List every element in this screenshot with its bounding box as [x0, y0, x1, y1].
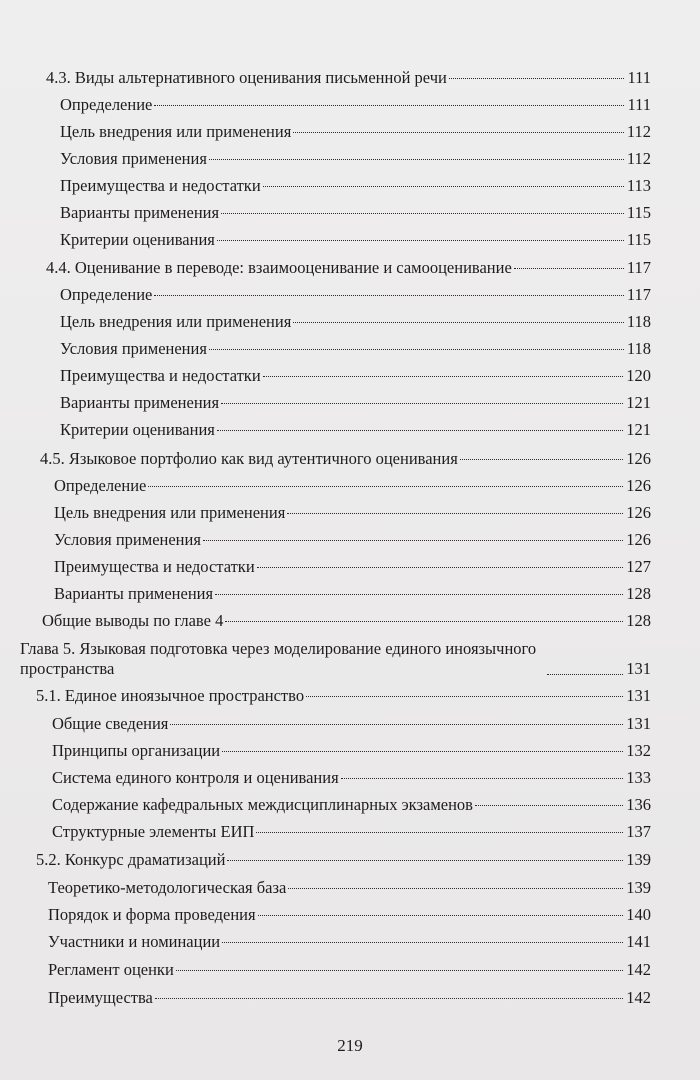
- toc-entry-title: Содержание кафедральных междисциплинарных экзаменов: [52, 795, 473, 814]
- toc-entry: [60, 420, 651, 440]
- toc-entry: [52, 822, 651, 842]
- toc-entry-page: 127: [626, 557, 651, 576]
- toc-entry-title: 4.3. Виды альтернативного оценивания письменной речи: [46, 68, 447, 87]
- toc-entry-page: 128: [626, 584, 651, 603]
- toc-entry-page: 117: [626, 258, 651, 277]
- toc-entry: [54, 476, 651, 496]
- toc-entry: [60, 95, 651, 115]
- toc-entry: [60, 203, 651, 223]
- toc-entry-title: Цель внедрения или применения: [60, 122, 292, 141]
- toc-entry-page: 126: [626, 476, 651, 495]
- dot-leader: [475, 805, 623, 806]
- dot-leader: [287, 513, 623, 514]
- dot-leader: [449, 78, 625, 79]
- toc-entry-page: 131: [626, 659, 651, 678]
- toc-entry-page: 131: [626, 686, 651, 705]
- dot-leader: [263, 186, 624, 187]
- toc-entry-title: Теоретико-методологическая база: [48, 878, 287, 897]
- toc-entry-title: Преимущества и недостатки: [60, 176, 261, 195]
- dot-leader: [460, 459, 623, 460]
- toc-entry: [60, 366, 651, 386]
- toc-entry: [40, 449, 651, 469]
- toc-entry-page: 126: [626, 530, 651, 549]
- dot-leader: [209, 159, 624, 160]
- toc-entry-title: Глава 5. Языковая подготовка через моделирование единого иноязычного пространства: [20, 639, 537, 678]
- toc-entry-title: 5.1. Единое иноязычное пространство: [36, 686, 305, 705]
- toc-entry: [60, 230, 651, 250]
- toc-entry-title: Преимущества и недостатки: [54, 557, 255, 576]
- toc-entry: [60, 285, 651, 305]
- toc-entry: [48, 878, 651, 898]
- toc-entry: [46, 258, 651, 278]
- dot-leader: [154, 295, 623, 296]
- dot-leader: [221, 403, 623, 404]
- dot-leader: [203, 540, 623, 541]
- toc-entry: [60, 176, 651, 196]
- toc-entry: [36, 686, 651, 706]
- toc-entry-title: Варианты применения: [60, 203, 220, 222]
- dot-leader: [258, 915, 624, 916]
- dot-leader: [148, 486, 623, 487]
- toc-entry-title: Система единого контроля и оценивания: [52, 768, 339, 787]
- dot-leader: [176, 970, 623, 971]
- dot-leader: [341, 778, 624, 779]
- dot-leader: [215, 594, 623, 595]
- dot-leader: [514, 268, 624, 269]
- toc-entry-page: 120: [626, 366, 651, 385]
- toc-entry-page: 115: [626, 203, 651, 222]
- dot-leader: [170, 724, 623, 725]
- dot-leader: [217, 240, 624, 241]
- toc-entry-page: 132: [626, 741, 651, 760]
- toc-entry-title: Участники и номинации: [48, 932, 221, 951]
- toc-entry: [42, 611, 651, 631]
- toc-entry: [36, 850, 651, 870]
- dot-leader: [293, 132, 624, 133]
- dot-leader: [263, 376, 624, 377]
- toc-entry-title: Преимущества и недостатки: [60, 366, 261, 385]
- toc-entry-title: Определение: [54, 476, 147, 495]
- toc-entry-page: 112: [626, 122, 651, 141]
- toc-entry-title: Определение: [60, 95, 153, 114]
- toc-entry-page: 136: [626, 795, 651, 814]
- toc-entry: [60, 122, 651, 142]
- dot-leader: [257, 567, 624, 568]
- toc-entry: [52, 741, 651, 761]
- toc-entry-title: Условия применения: [54, 530, 201, 549]
- toc-entry-page: 118: [626, 312, 651, 331]
- toc-entry-title: Определение: [60, 285, 153, 304]
- dot-leader: [217, 430, 623, 431]
- toc-entry: [60, 339, 651, 359]
- toc-entry-title: Варианты применения: [60, 393, 220, 412]
- dot-leader: [288, 888, 623, 889]
- toc-entry-page: 117: [626, 285, 651, 304]
- dot-leader: [256, 832, 623, 833]
- toc-entry-page: 139: [626, 878, 651, 897]
- page-number: 219: [337, 1036, 363, 1055]
- toc-entry-title: Цель внедрения или применения: [60, 312, 292, 331]
- toc-entry-title: Критерии оценивания: [60, 420, 215, 439]
- toc-entry-page: 141: [626, 932, 651, 951]
- toc-entry: [60, 312, 651, 332]
- dot-leader: [222, 751, 623, 752]
- toc-entry-page: 139: [626, 850, 651, 869]
- toc-entry-title: Условия применения: [60, 339, 207, 358]
- toc-entry-title: Цель внедрения или применения: [54, 503, 286, 522]
- toc-entry-title: Варианты применения: [54, 584, 214, 603]
- toc-entry-title: 5.2. Конкурс драматизаций: [36, 850, 226, 869]
- toc-entry: [54, 584, 651, 604]
- toc-entry-page: 133: [626, 768, 651, 787]
- toc-entry-title: Условия применения: [60, 149, 207, 168]
- toc-entry: [48, 960, 651, 980]
- toc-entry-page: 126: [626, 503, 651, 522]
- toc-entry-page: 118: [626, 339, 651, 358]
- toc-entry-title: 4.4. Оценивание в переводе: взаимооценивание и самооценивание: [46, 258, 512, 277]
- toc-entry-page: 140: [626, 905, 651, 924]
- dot-leader: [293, 322, 624, 323]
- toc-entry: [54, 503, 651, 523]
- toc-entry: [46, 68, 651, 88]
- toc-entry: [52, 795, 651, 815]
- toc-entry: [52, 768, 651, 788]
- toc-entry-page: 111: [627, 95, 651, 114]
- toc-entry-title: Структурные элементы ЕИП: [52, 822, 255, 841]
- toc-entry: [20, 639, 651, 679]
- toc-entry-page: 113: [626, 176, 651, 195]
- toc-entry: [48, 905, 651, 925]
- toc-entry-title: Принципы организации: [52, 741, 221, 760]
- toc-entry-page: 142: [626, 988, 651, 1007]
- dot-leader: [221, 213, 624, 214]
- dot-leader: [227, 860, 623, 861]
- toc-entry: [52, 714, 651, 734]
- dot-leader: [209, 349, 624, 350]
- toc-entry-title: Регламент оценки: [48, 960, 174, 979]
- toc-entry-page: 142: [626, 960, 651, 979]
- dot-leader: [222, 942, 623, 943]
- toc-entry-page: 111: [627, 68, 651, 87]
- toc-entry-page: 137: [626, 822, 651, 841]
- toc-entry-page: 121: [626, 393, 651, 412]
- toc-entry: [48, 932, 651, 952]
- toc-entry-page: 121: [626, 420, 651, 439]
- dot-leader: [547, 674, 623, 675]
- toc-entry: [54, 530, 651, 550]
- toc-entry: [60, 149, 651, 169]
- toc-entry-page: 115: [626, 230, 651, 249]
- toc-entry: [60, 393, 651, 413]
- toc-entry-title: Общие выводы по главе 4: [42, 611, 224, 630]
- toc-entry-title: Порядок и форма проведения: [48, 905, 256, 924]
- dot-leader: [154, 105, 624, 106]
- toc-entry: [54, 557, 651, 577]
- toc-entry-page: 112: [626, 149, 651, 168]
- toc-entry-title: Преимущества: [48, 988, 153, 1007]
- toc-entry-title: Общие сведения: [52, 714, 169, 733]
- toc-entry-page: 131: [626, 714, 651, 733]
- dot-leader: [155, 998, 623, 999]
- dot-leader: [225, 621, 623, 622]
- toc-entry: [48, 988, 651, 1008]
- toc-entry-title: 4.5. Языковое портфолио как вид аутентичного оценивания: [40, 449, 458, 468]
- toc-entry-title: Критерии оценивания: [60, 230, 215, 249]
- toc-entry-page: 128: [626, 611, 651, 630]
- toc-entry-page: 126: [626, 449, 651, 468]
- dot-leader: [306, 696, 623, 697]
